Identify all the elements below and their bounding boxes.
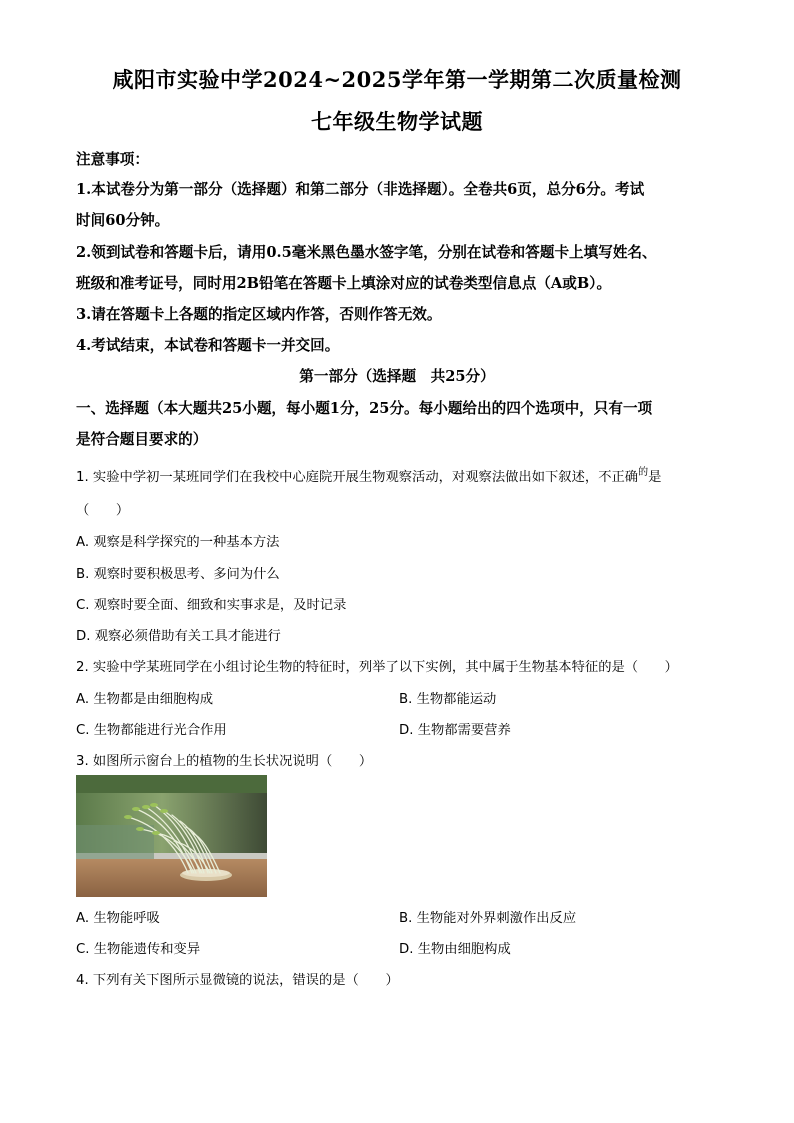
question-2-option-b[interactable]: B. 生物都能运动 xyxy=(399,692,497,707)
notice-heading: 注意事项： xyxy=(76,151,149,168)
part1-heading: 第一部分（选择题 共25分） xyxy=(299,368,495,385)
question-1-answer-blank: （ ） xyxy=(76,503,130,518)
notice-item-2-line-1: 2.领到试卷和答题卡后，请用0.5毫米黑色墨水签字笔，分别在试卷和答题卡上填写姓名、 xyxy=(76,244,657,261)
notice-item-1-line-1: 1.本试卷分为第一部分（选择题）和第二部分（非选择题）。全卷共6页，总分6分。考试 xyxy=(76,181,645,198)
section-instructions-line-2: 是符合题目要求的） xyxy=(76,431,208,448)
question-1-option-d[interactable]: D. 观察必须借助有关工具才能进行 xyxy=(76,629,281,644)
question-2-stem: 2. 实验中学某班同学在小组讨论生物的特征时，列举了以下实例，其中属于生物基本特征的是（ ） xyxy=(76,660,678,675)
question-2-option-a[interactable]: A. 生物都是由细胞构成 xyxy=(76,692,213,707)
question-3-option-a[interactable]: A. 生物能呼吸 xyxy=(76,911,160,926)
question-1-stem-small-char: 的 xyxy=(638,467,649,478)
question-2-option-c[interactable]: C. 生物都能进行光合作用 xyxy=(76,723,227,738)
notice-item-2-line-2: 班级和准考证号，同时用2B铅笔在答题卡上填涂对应的试卷类型信息点（A或B）。 xyxy=(76,275,612,292)
question-4-stem: 4. 下列有关下图所示显微镜的说法，错误的是（ ） xyxy=(76,973,399,988)
question-1-option-c[interactable]: C. 观察时要全面、细致和实事求是，及时记录 xyxy=(76,598,347,613)
notice-item-1-line-2: 时间60分钟。 xyxy=(76,212,170,229)
question-3-stem: 3. 如图所示窗台上的植物的生长状况说明（ ） xyxy=(76,754,373,769)
question-3-option-b[interactable]: B. 生物能对外界刺激作出反应 xyxy=(399,911,577,926)
question-2-option-d[interactable]: D. 生物都需要营养 xyxy=(399,723,511,738)
question-3-option-d[interactable]: D. 生物由细胞构成 xyxy=(399,942,511,957)
exam-title: 咸阳市实验中学2024~2025学年第一学期第二次质量检测 xyxy=(112,67,682,92)
section-instructions-line-1: 一、选择题（本大题共25小题，每小题1分，25分。每小题给出的四个选项中，只有一项 xyxy=(76,400,653,417)
question-1-option-b[interactable]: B. 观察时要积极思考、多问为什么 xyxy=(76,567,280,582)
question-1-stem-tail: 是 xyxy=(648,470,662,485)
notice-item-3: 3.请在答题卡上各题的指定区域内作答，否则作答无效。 xyxy=(76,306,442,323)
question-1-option-a[interactable]: A. 观察是科学探究的一种基本方法 xyxy=(76,535,280,550)
exam-subtitle: 七年级生物学试题 xyxy=(311,109,483,134)
question-1-stem xyxy=(76,466,661,485)
notice-item-4: 4.考试结束，本试卷和答题卡一并交回。 xyxy=(76,337,340,354)
question-3-option-c[interactable]: C. 生物能遗传和变异 xyxy=(76,942,201,957)
question-1-stem-text: 1. 实验中学初一某班同学们在我校中心庭院开展生物观察活动，对观察法做出如下叙述，不正确 xyxy=(76,470,639,485)
plant-on-windowsill-photo xyxy=(76,775,267,897)
